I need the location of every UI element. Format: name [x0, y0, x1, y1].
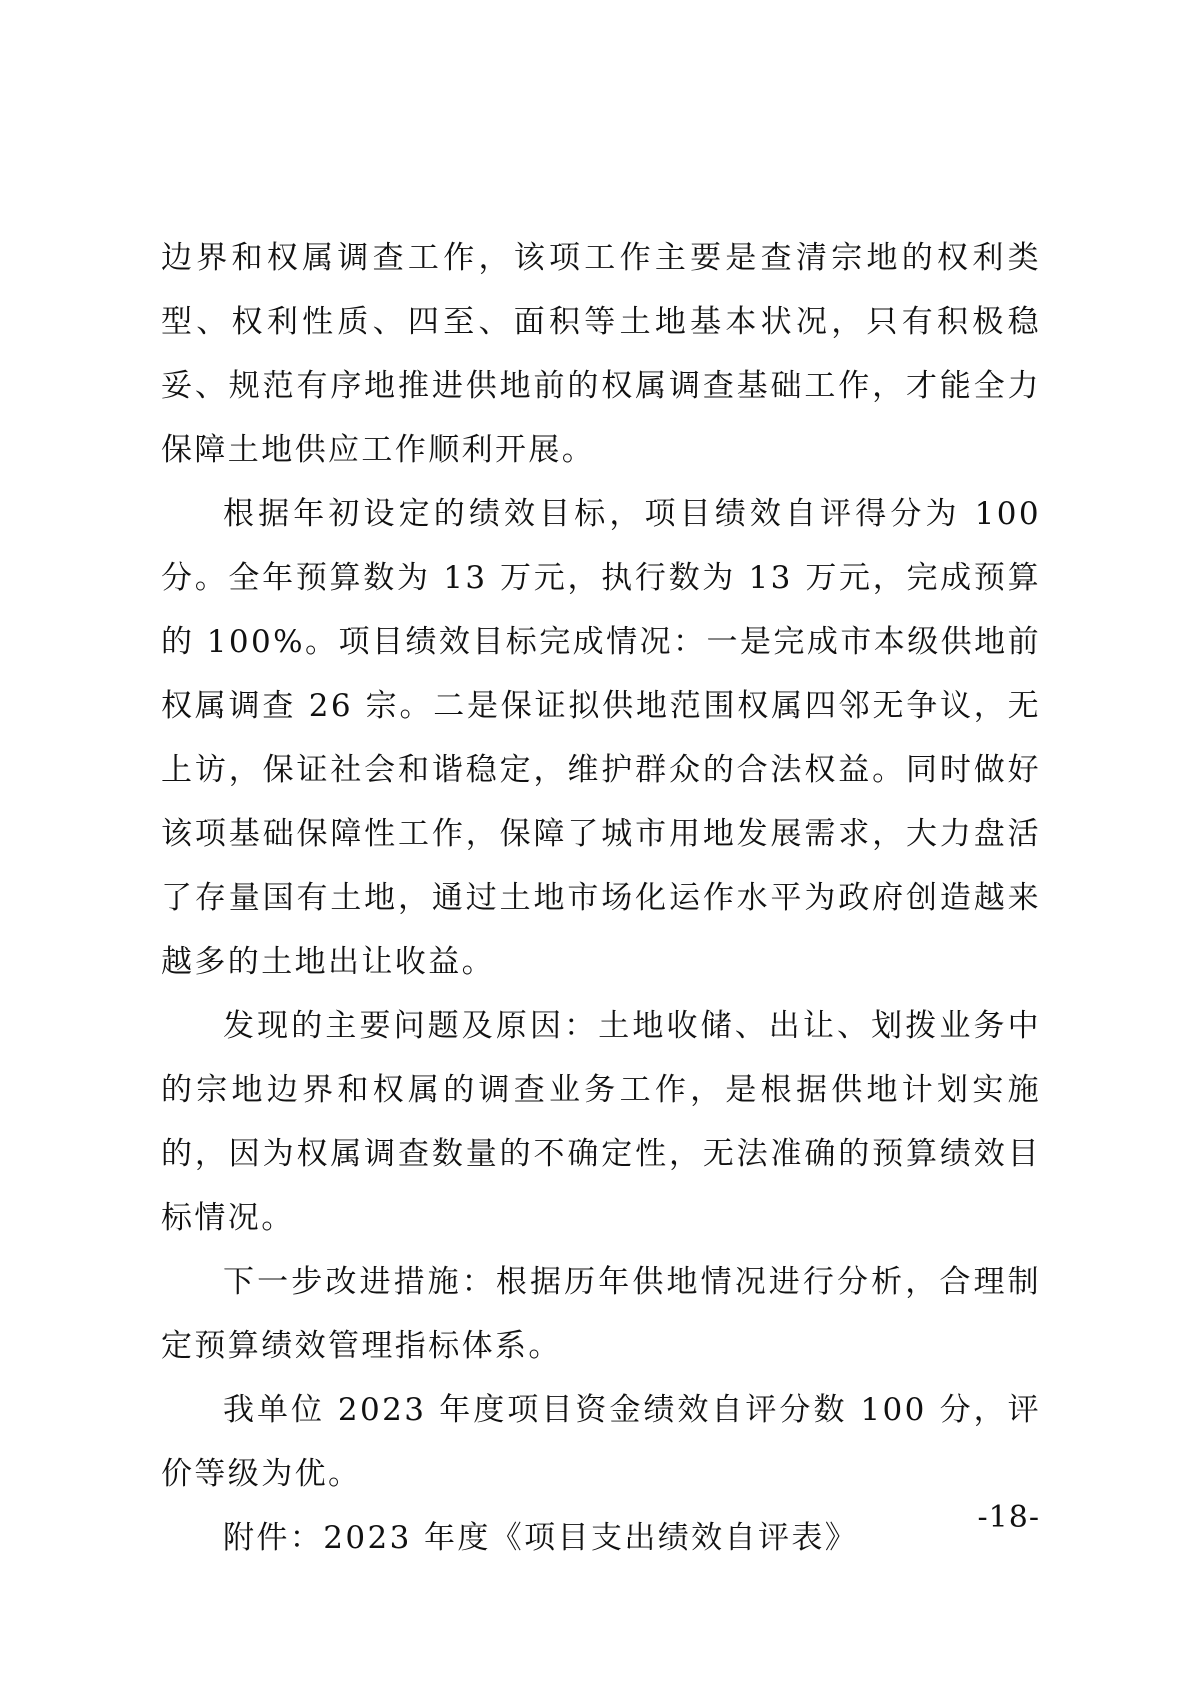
paragraph-performance-summary: 根据年初设定的绩效目标，项目绩效自评得分为 100 分。全年预算数为 13 万元，执行数为 13 万元，完成预算的 100%。项目绩效目标完成情况：一是完成市本级供地前权属调查 26 宗。二是保证拟供地范围权属四邻无争议，无上访，保证社会和谐稳定，维护群众的合法权益。同时做好该项基础保障性工作，保障了城市用地发展需求，大力盘活了存量国有土地，通过土地市场化运作水平为政府创造越来越多的土地出让收益。 — [161, 496, 1041, 980]
paragraph-problems: 发现的主要问题及原因：土地收储、出让、划拨业务中的宗地边界和权属的调查业务工作，是根据供地计划实施的，因为权属调查数量的不确定性，无法准确的预算绩效目标情况。 — [161, 1008, 1041, 1236]
paragraph-self-evaluation: 我单位 2023 年度项目资金绩效自评分数 100 分，评价等级为优。 — [161, 1392, 1041, 1492]
document-body — [161, 226, 1041, 1570]
paragraph-continued-intro: 边界和权属调查工作，该项工作主要是查清宗地的权利类型、权利性质、四至、面积等土地基本状况，只有积极稳妥、规范有序地推进供地前的权属调查基础工作，才能全力保障土地供应工作顺利开展。 — [161, 240, 1041, 468]
paragraph-attachment: 附件：2023 年度《项目支出绩效自评表》 — [223, 1520, 859, 1556]
page-number: -18- — [977, 1500, 1040, 1535]
paragraph-improvements: 下一步改进措施：根据历年供地情况进行分析，合理制定预算绩效管理指标体系。 — [161, 1264, 1041, 1364]
